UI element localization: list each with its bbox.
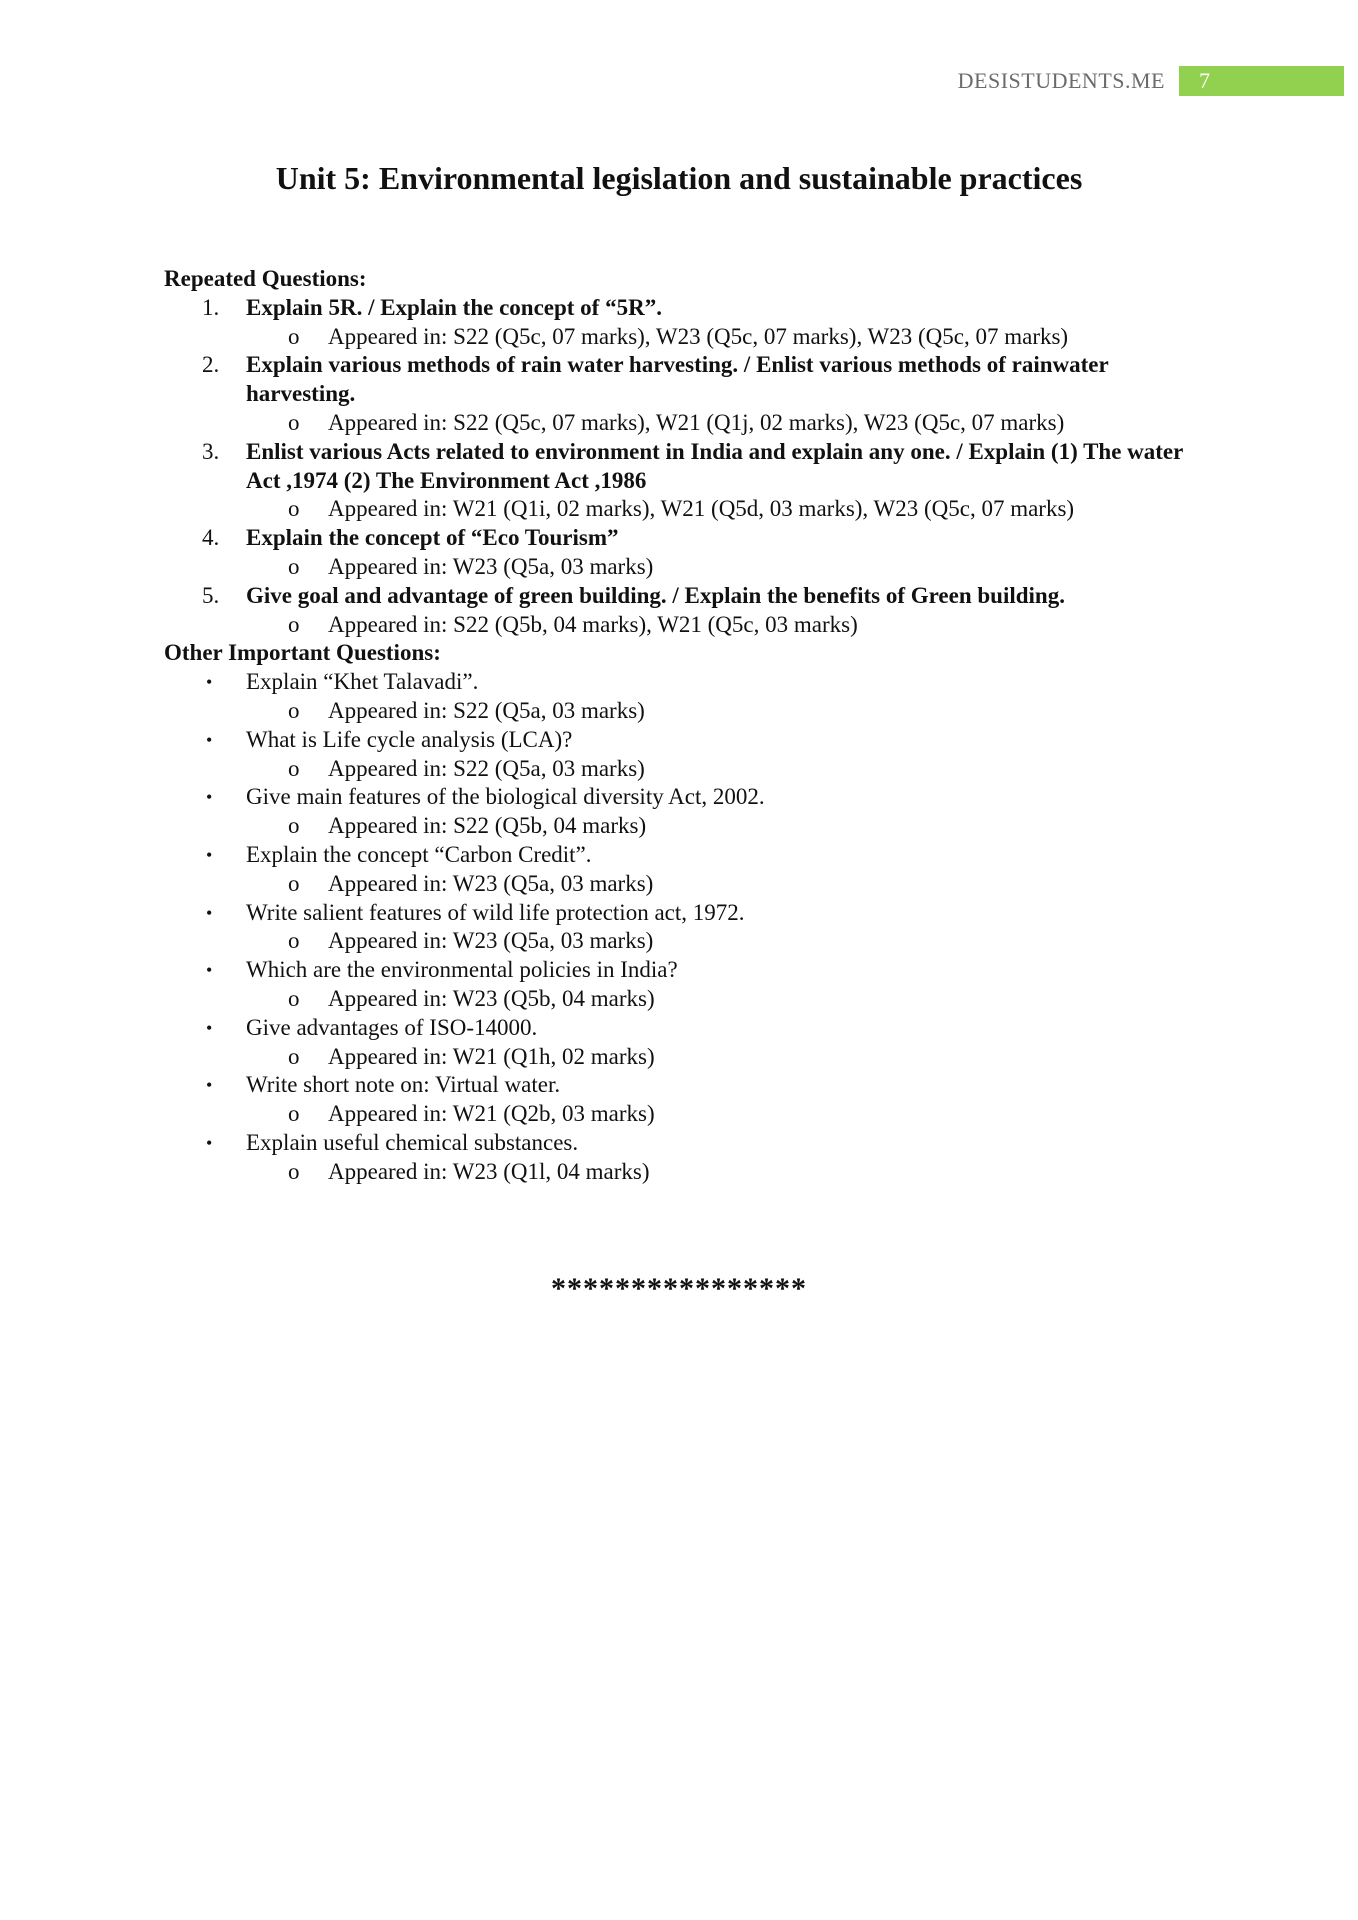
appeared-in-row (164, 812, 1214, 841)
appeared-text: Appeared in: S22 (Q5a, 03 marks) (328, 755, 645, 781)
sub-bullet-icon: o (288, 1043, 300, 1069)
sub-bullet-icon: o (288, 813, 300, 839)
item-number: 3. (202, 438, 220, 464)
question-text: What is Life cycle analysis (LCA)? (246, 726, 573, 752)
list-item (164, 783, 1214, 812)
page-title: Unit 5: Environmental legislation and sustainable practices (275, 160, 1083, 196)
question-text: Explain the concept of “Eco Tourism” (246, 525, 619, 551)
question-text: Write salient features of wild life protection act, 1972. (246, 899, 745, 925)
question-text: Explain the concept “Carbon Credit”. (246, 841, 592, 867)
list-item (164, 956, 1214, 985)
appeared-text: Appeared in: W23 (Q5b, 04 marks) (328, 985, 655, 1011)
appeared-in-row (164, 697, 1214, 726)
bullet-icon: • (206, 1132, 213, 1153)
other-questions-heading: Other Important Questions: (164, 640, 441, 666)
site-name: DESISTUDENTS.ME (957, 68, 1165, 93)
appeared-text: Appeared in: W21 (Q2b, 03 marks) (328, 1101, 655, 1127)
appeared-in-row (164, 1043, 1214, 1072)
bullet-icon: • (206, 729, 213, 750)
sub-bullet-icon: o (288, 1158, 300, 1184)
appeared-in-row (164, 611, 1214, 640)
list-item (164, 1129, 1214, 1158)
sub-bullet-icon: o (288, 697, 300, 723)
sub-bullet-icon: o (288, 553, 300, 579)
appeared-text: Appeared in: W23 (Q1l, 04 marks) (328, 1158, 650, 1184)
question-text: Explain “Khet Talavadi”. (246, 669, 479, 695)
bullet-icon: • (206, 672, 213, 693)
appeared-text: Appeared in: S22 (Q5b, 04 marks), W21 (Q5c, 03 marks) (328, 611, 858, 637)
sub-bullet-icon: o (288, 870, 300, 896)
list-item (164, 582, 1214, 611)
appeared-in-row (164, 870, 1214, 899)
question-text: Write short note on: Virtual water. (246, 1072, 561, 1098)
appeared-text: Appeared in: W23 (Q5a, 03 marks) (328, 870, 654, 896)
bullet-icon: • (206, 844, 213, 865)
list-item (164, 899, 1214, 928)
list-item (164, 1071, 1214, 1100)
list-item (164, 438, 1214, 496)
appeared-in-row (164, 985, 1214, 1014)
question-text: Which are the environmental policies in India? (246, 957, 678, 983)
document-body (164, 265, 1214, 1187)
bullet-icon: • (206, 787, 213, 808)
appeared-text: Appeared in: W23 (Q5a, 03 marks) (328, 553, 654, 579)
question-text: Give advantages of ISO-14000. (246, 1014, 538, 1040)
appeared-text: Appeared in: W21 (Q1i, 02 marks), W21 (Q5d, 03 marks), W23 (Q5c, 07 marks) (328, 496, 1075, 522)
item-number: 1. (202, 294, 220, 320)
appeared-text: Appeared in: S22 (Q5c, 07 marks), W23 (Q5c, 07 marks), W23 (Q5c, 07 marks) (328, 323, 1069, 349)
question-text: Give main features of the biological diversity Act, 2002. (246, 784, 765, 810)
appeared-in-row (164, 755, 1214, 784)
sub-bullet-icon: o (288, 755, 300, 781)
sub-bullet-icon: o (288, 1101, 300, 1127)
question-text: Give goal and advantage of green building. / Explain the benefits of Green building. (246, 582, 1065, 608)
item-number: 2. (202, 352, 220, 378)
bullet-icon: • (206, 960, 213, 981)
sub-bullet-icon: o (288, 985, 300, 1011)
appeared-in-row (164, 1100, 1214, 1129)
question-text: Explain useful chemical substances. (246, 1129, 579, 1155)
question-text: Enlist various Acts related to environment in India and explain any one. / Explain (1) The water Act ,1974 (2) The Environment Act ,1986 (246, 438, 1183, 493)
list-item (164, 524, 1214, 553)
list-item (164, 351, 1214, 409)
appeared-in-row (164, 1158, 1214, 1187)
appeared-text: Appeared in: W23 (Q5a, 03 marks) (328, 928, 654, 954)
bullet-icon: • (206, 1075, 213, 1096)
section-divider: **************** (551, 1272, 807, 1305)
bullet-icon: • (206, 902, 213, 923)
list-item (164, 726, 1214, 755)
item-number: 4. (202, 525, 220, 551)
appeared-text: Appeared in: S22 (Q5a, 03 marks) (328, 697, 645, 723)
page-number: 7 (1179, 66, 1344, 96)
appeared-text: Appeared in: S22 (Q5c, 07 marks), W21 (Q1j, 02 marks), W23 (Q5c, 07 marks) (328, 409, 1065, 435)
appeared-in-row (164, 323, 1214, 352)
sub-bullet-icon: o (288, 409, 300, 435)
appeared-in-row (164, 927, 1214, 956)
sub-bullet-icon: o (288, 611, 300, 637)
page-header (958, 66, 1344, 96)
appeared-in-row (164, 409, 1214, 438)
sub-bullet-icon: o (288, 496, 300, 522)
bullet-icon: • (206, 1017, 213, 1038)
list-item (164, 1014, 1214, 1043)
item-number: 5. (202, 582, 220, 608)
appeared-text: Appeared in: S22 (Q5b, 04 marks) (328, 813, 647, 839)
list-item (164, 294, 1214, 323)
repeated-questions-heading: Repeated Questions: (164, 266, 367, 291)
appeared-in-row (164, 553, 1214, 582)
sub-bullet-icon: o (288, 928, 300, 954)
list-item (164, 668, 1214, 697)
question-text: Explain 5R. / Explain the concept of “5R”. (246, 294, 662, 320)
question-text: Explain various methods of rain water harvesting. / Enlist various methods of rainwater harvesting. (246, 352, 1109, 407)
list-item (164, 841, 1214, 870)
sub-bullet-icon: o (288, 323, 300, 349)
appeared-text: Appeared in: W21 (Q1h, 02 marks) (328, 1043, 655, 1069)
appeared-in-row (164, 495, 1214, 524)
